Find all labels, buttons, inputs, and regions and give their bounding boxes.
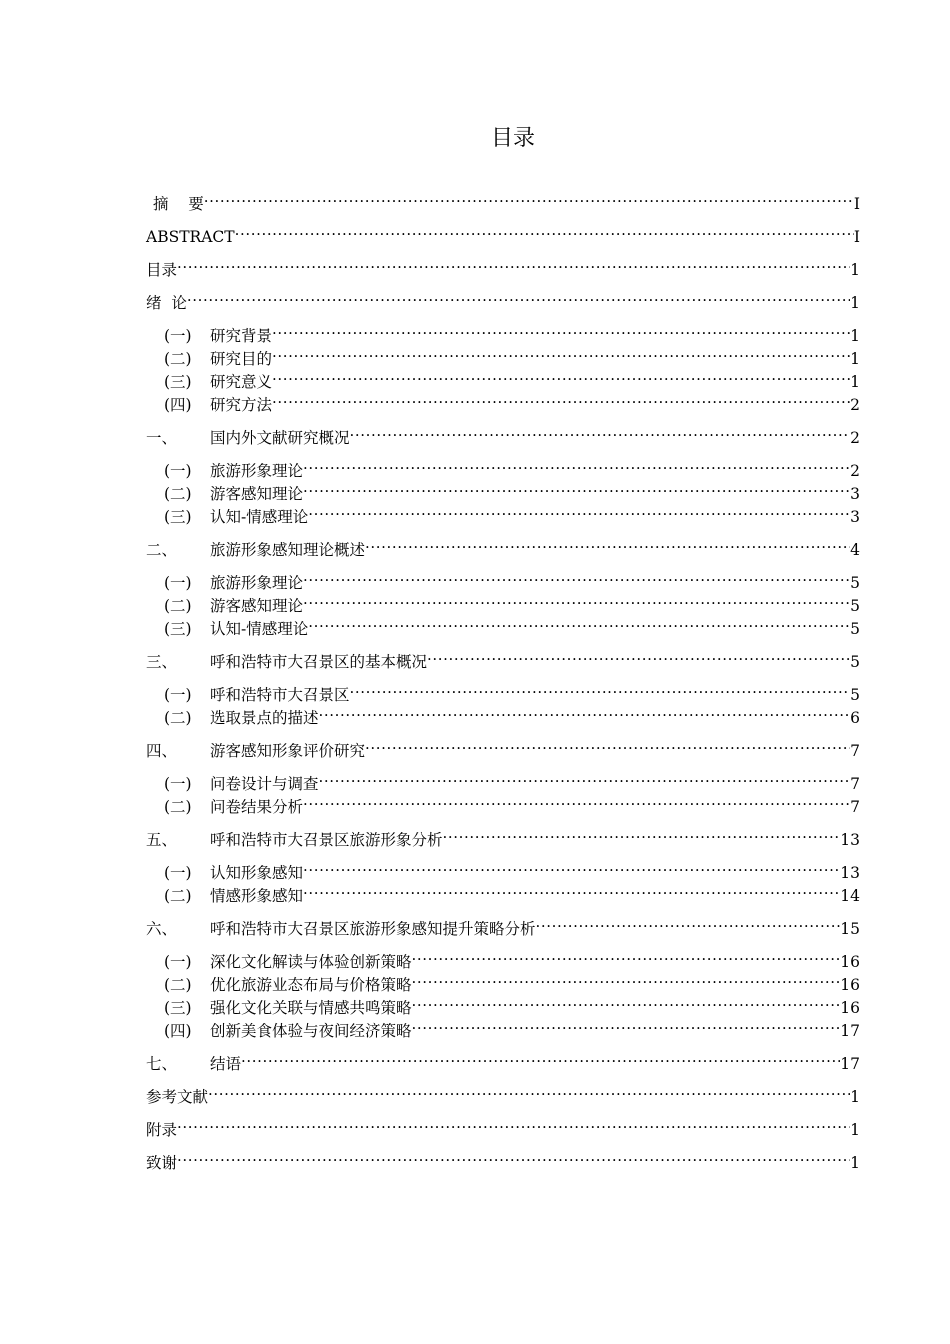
toc-leader-dots	[308, 499, 850, 522]
toc-entry-label: 研究方法	[210, 396, 273, 414]
toc-leader-dots	[204, 186, 854, 209]
toc-subentry-number: (二)	[164, 976, 192, 994]
toc-leader-dots	[187, 285, 850, 308]
toc-leader-dots	[177, 252, 850, 275]
toc-chapter-number: 二、	[146, 541, 178, 559]
toc-subentry[interactable]	[164, 944, 860, 971]
toc-page-number: 1	[850, 373, 860, 391]
toc-entry-label: 创新美食体验与夜间经济策略	[210, 1022, 412, 1040]
toc-entry-contents[interactable]	[146, 252, 860, 279]
toc-page-number: I	[853, 195, 860, 213]
toc-entry-label: 国内外文献研究概况	[210, 429, 350, 447]
toc-subentry-number: (三)	[164, 620, 192, 638]
toc-subentry-number: (二)	[164, 350, 192, 368]
toc-page-number: 16	[840, 953, 860, 971]
toc-page-number: 5	[850, 686, 860, 704]
toc-entry-appendix[interactable]	[146, 1112, 860, 1139]
toc-leader-dots	[241, 1046, 840, 1069]
toc-subentry-number: (二)	[164, 798, 192, 816]
toc-leader-dots	[412, 990, 841, 1013]
toc-subentry-number: (一)	[164, 953, 192, 971]
toc-leader-dots	[303, 855, 840, 878]
toc-entry-label: 研究背景	[210, 327, 273, 345]
toc-entry-label: 游客感知理论	[210, 597, 304, 615]
toc-leader-dots	[308, 611, 850, 634]
toc-entry-label: 绪 论	[146, 294, 187, 312]
toc-page-number: 1	[850, 1088, 860, 1106]
toc-leader-dots	[303, 453, 850, 476]
toc-page-number: 14	[840, 887, 860, 905]
toc-leader-dots	[427, 644, 850, 667]
toc-subentry-number: (一)	[164, 327, 192, 345]
toc-entry-label: 问卷设计与调查	[210, 775, 319, 793]
toc-leader-dots	[208, 1079, 850, 1102]
toc-chapter-6[interactable]	[146, 911, 860, 938]
toc-subentry-number: (四)	[164, 396, 192, 414]
toc-subentry[interactable]	[164, 766, 860, 793]
toc-entry-label: 参考文献	[146, 1088, 209, 1106]
toc-entry-label: 问卷结果分析	[210, 798, 304, 816]
toc-subentry-number: (四)	[164, 1022, 192, 1040]
toc-entry-label: 选取景点的描述	[210, 709, 319, 727]
toc-page-number: 16	[840, 976, 860, 994]
toc-leader-dots	[177, 1112, 850, 1135]
toc-subentry-number: (二)	[164, 887, 192, 905]
toc-subentry[interactable]	[164, 453, 860, 480]
toc-entry-references[interactable]	[146, 1079, 860, 1106]
toc-chapter-number: 三、	[146, 653, 178, 671]
toc-entry-label: 摘 要	[153, 195, 204, 213]
toc-entry-label: 致谢	[146, 1154, 178, 1172]
toc-page-number: 1	[850, 1154, 860, 1172]
toc-page-number: 1	[850, 1121, 860, 1139]
toc-entry-abstract-en[interactable]	[146, 219, 860, 246]
toc-subentry-number: (三)	[164, 373, 192, 391]
toc-entry-label: 旅游形象理论	[210, 574, 304, 592]
toc-entry-label: 认知-情感理论	[210, 620, 309, 638]
toc-leader-dots	[303, 878, 840, 901]
toc-chapter-number: 七、	[146, 1055, 178, 1073]
toc-entry-label: 认知形象感知	[210, 864, 304, 882]
toc-leader-dots	[412, 1013, 841, 1036]
toc-entry-label: 附录	[146, 1121, 178, 1139]
toc-leader-dots	[272, 387, 850, 410]
toc-entry-label: 结语	[210, 1055, 242, 1073]
toc-leader-dots	[272, 341, 850, 364]
toc-page-number: 3	[850, 508, 860, 526]
toc-chapter-number: 一、	[146, 429, 178, 447]
toc-page-number: 1	[850, 350, 860, 368]
page-title: 目录	[490, 126, 535, 151]
toc-entry-label: 认知-情感理论	[210, 508, 309, 526]
toc-leader-dots	[350, 677, 851, 700]
toc-entry-label: 研究意义	[210, 373, 273, 391]
toc-entry-label: 目录	[146, 261, 178, 279]
toc-leader-dots	[235, 219, 854, 242]
toc-page-number: 5	[850, 653, 860, 671]
toc-leader-dots	[177, 1145, 850, 1168]
toc-leader-dots	[319, 700, 851, 723]
toc-subentry-number: (一)	[164, 864, 192, 882]
toc-entry-label: 旅游形象感知理论概述	[210, 541, 366, 559]
toc-entry-label: 游客感知理论	[210, 485, 304, 503]
toc-page-number: 1	[850, 327, 860, 345]
toc-subentry-number: (一)	[164, 462, 192, 480]
toc-leader-dots	[412, 944, 841, 967]
toc-leader-dots	[412, 967, 841, 990]
toc-page-number: 7	[850, 798, 860, 816]
toc-page-number: 7	[850, 775, 860, 793]
toc-page-number: 13	[840, 864, 860, 882]
toc-page-number: 4	[850, 541, 860, 559]
toc-subentry[interactable]	[164, 855, 860, 882]
toc-leader-dots	[443, 822, 841, 845]
toc-leader-dots	[303, 588, 850, 611]
toc-entry-introduction[interactable]	[146, 285, 860, 312]
toc-page-number: 2	[850, 462, 860, 480]
toc-page-number: 7	[850, 742, 860, 760]
toc-subentry-number: (一)	[164, 775, 192, 793]
toc-chapter-number: 五、	[146, 831, 178, 849]
toc-chapter-5[interactable]	[146, 822, 860, 849]
toc-entry-label: 呼和浩特市大召景区旅游形象感知提升策略分析	[210, 920, 536, 938]
toc-entry-label: 情感形象感知	[210, 887, 304, 905]
toc-leader-dots	[319, 766, 851, 789]
toc-chapter-4[interactable]	[146, 733, 860, 760]
toc-leader-dots	[303, 476, 850, 499]
toc-entry-abstract-cn[interactable]	[146, 186, 860, 213]
toc-subentry-number: (二)	[164, 597, 192, 615]
toc-subentry-number: (三)	[164, 508, 192, 526]
toc-subentry[interactable]	[164, 565, 860, 592]
toc-entry-label: 强化文化关联与情感共鸣策略	[210, 999, 412, 1017]
toc-chapter-7[interactable]	[146, 1046, 860, 1073]
toc-page-number: 1	[850, 294, 860, 312]
toc-leader-dots	[365, 532, 850, 555]
toc-page-number: 15	[840, 920, 860, 938]
toc-page-number: 5	[850, 620, 860, 638]
table-of-contents	[146, 186, 860, 1172]
toc-entry-label: ABSTRACT	[146, 228, 235, 246]
toc-chapter-2[interactable]	[146, 532, 860, 559]
toc-page-number: 16	[840, 999, 860, 1017]
toc-leader-dots	[272, 364, 850, 387]
toc-entry-label: 旅游形象理论	[210, 462, 304, 480]
toc-subentry-number: (一)	[164, 574, 192, 592]
toc-page-number: 17	[840, 1022, 860, 1040]
toc-entry-label: 呼和浩特市大召景区	[210, 686, 350, 704]
toc-page-number: 2	[850, 429, 860, 447]
toc-page-number: 5	[850, 574, 860, 592]
toc-subentry-number: (三)	[164, 999, 192, 1017]
toc-page-number: 17	[840, 1055, 860, 1073]
toc-page-number: 1	[850, 261, 860, 279]
toc-page-number: 6	[850, 709, 860, 727]
toc-entry-label: 优化旅游业态布局与价格策略	[210, 976, 412, 994]
toc-entry-label: 深化文化解读与体验创新策略	[210, 953, 412, 971]
toc-leader-dots	[303, 565, 850, 588]
toc-chapter-3[interactable]	[146, 644, 860, 671]
toc-entry-label: 研究目的	[210, 350, 273, 368]
toc-leader-dots	[350, 420, 851, 443]
toc-chapter-number: 六、	[146, 920, 178, 938]
toc-subentry[interactable]	[164, 677, 860, 704]
toc-chapter-number: 四、	[146, 742, 178, 760]
toc-entry-label: 呼和浩特市大召景区的基本概况	[210, 653, 428, 671]
toc-page-number: 13	[840, 831, 860, 849]
toc-subentry-number: (二)	[164, 485, 192, 503]
toc-entry-label: 游客感知形象评价研究	[210, 742, 366, 760]
toc-chapter-1[interactable]	[146, 420, 860, 447]
toc-entry-acknowledgements[interactable]	[146, 1145, 860, 1172]
toc-subentry-number: (一)	[164, 686, 192, 704]
toc-entry-label: 呼和浩特市大召景区旅游形象分析	[210, 831, 443, 849]
toc-leader-dots	[303, 789, 850, 812]
toc-subentry[interactable]	[164, 318, 860, 345]
toc-leader-dots	[272, 318, 850, 341]
toc-subentry-number: (二)	[164, 709, 192, 727]
toc-page-number: 2	[850, 396, 860, 414]
toc-leader-dots	[536, 911, 841, 934]
toc-page-number: 5	[850, 597, 860, 615]
toc-page-number: I	[853, 228, 860, 246]
toc-page-number: 3	[850, 485, 860, 503]
toc-leader-dots	[365, 733, 850, 756]
